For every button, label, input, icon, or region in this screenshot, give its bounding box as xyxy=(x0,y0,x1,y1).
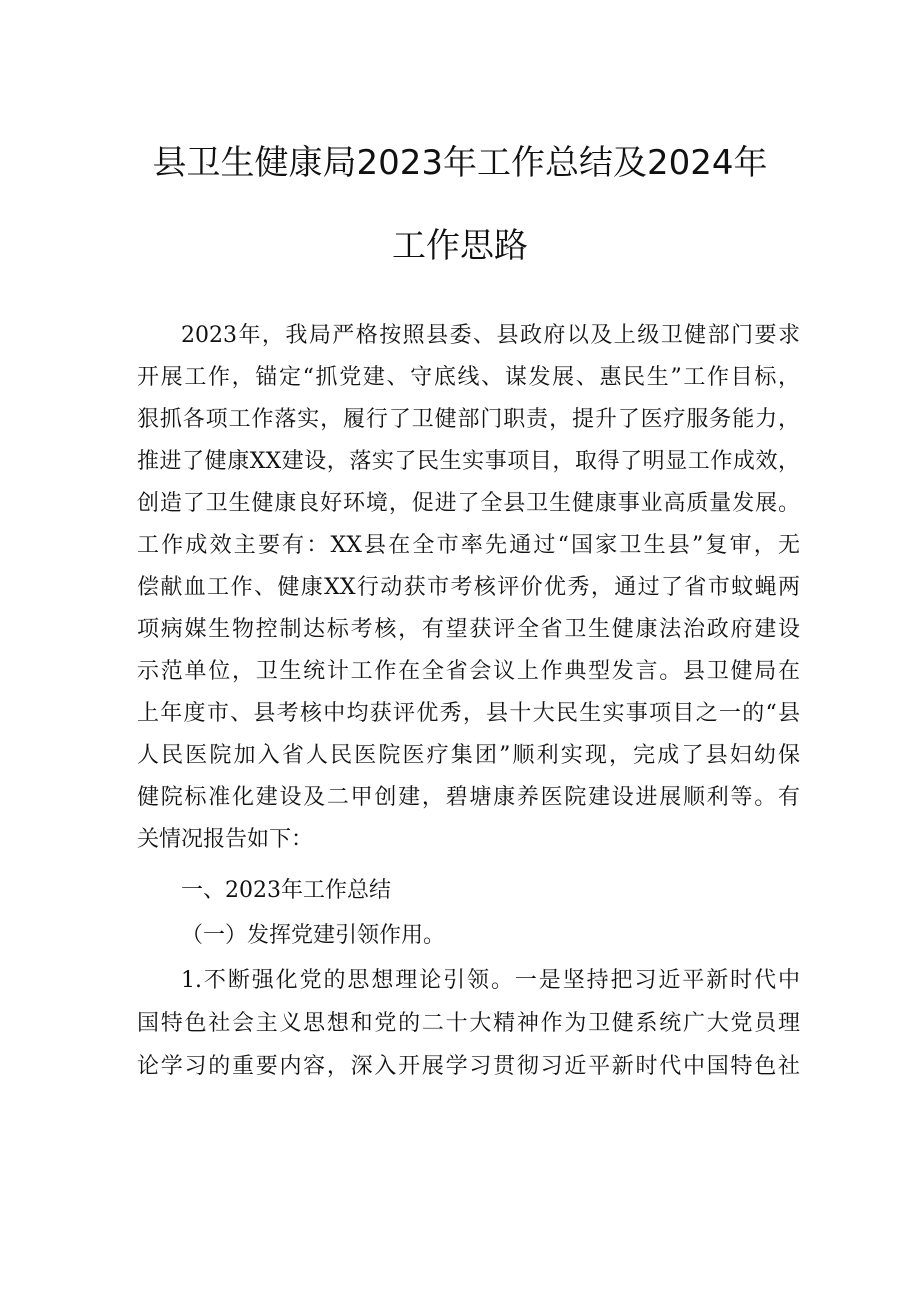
document-title-line-2: 工作思路 xyxy=(392,226,528,266)
paragraph-line-7: 偿献血工作、健康XX行动获市考核评价优秀，通过了省市蚊蝇两 xyxy=(137,575,800,600)
paragraph-line-9: 示范单位，卫生统计工作在全省会议上作典型发言。县卫健局在 xyxy=(137,659,800,684)
paragraph-line-1: 2023年，我局严格按照县委、县政府以及上级卫健部门要求 xyxy=(181,323,800,348)
paragraph-line-11: 人民医院加入省人民医院医疗集团”顺利实现，完成了县妇幼保 xyxy=(137,743,800,768)
paragraph-line-6: 工作成效主要有：XX县在全市率先通过“国家卫生县”复审，无 xyxy=(137,533,800,558)
item-line-1: 1.不断强化党的思想理论引领。一是坚持把习近平新时代中 xyxy=(181,968,800,993)
paragraph-line-3: 狠抓各项工作落实，履行了卫健部门职责，提升了医疗服务能力， xyxy=(137,407,800,432)
paragraph-line-2: 开展工作，锚定“抓党建、守底线、谋发展、惠民生”工作目标， xyxy=(137,365,800,390)
item-line-2: 国特色社会主义思想和党的二十大精神作为卫健系统广大党员理 xyxy=(137,1011,800,1036)
paragraph-line-5: 创造了卫生健康良好环境，促进了全县卫生健康事业高质量发展。 xyxy=(137,491,800,516)
paragraph-line-13: 关情况报告如下： xyxy=(137,827,314,852)
section-heading: 一、2023年工作总结 xyxy=(181,878,391,903)
paragraph-line-12: 健院标准化建设及二甲创建，碧塘康养医院建设进展顺利等。有 xyxy=(137,785,800,810)
document-title-line-1: 县卫生健康局2023年工作总结及2024年 xyxy=(152,143,768,183)
paragraph-line-10: 上年度市、县考核中均获评优秀，县十大民生实事项目之一的“县 xyxy=(137,701,800,726)
subsection-heading: （一）发挥党建引领作用。 xyxy=(181,923,446,948)
paragraph-line-4: 推进了健康XX建设，落实了民生实事项目，取得了明显工作成效， xyxy=(137,449,800,474)
item-line-3: 论学习的重要内容，深入开展学习贯彻习近平新时代中国特色社 xyxy=(137,1054,800,1079)
paragraph-line-8: 项病媒生物控制达标考核，有望获评全省卫生健康法治政府建设 xyxy=(137,617,800,642)
